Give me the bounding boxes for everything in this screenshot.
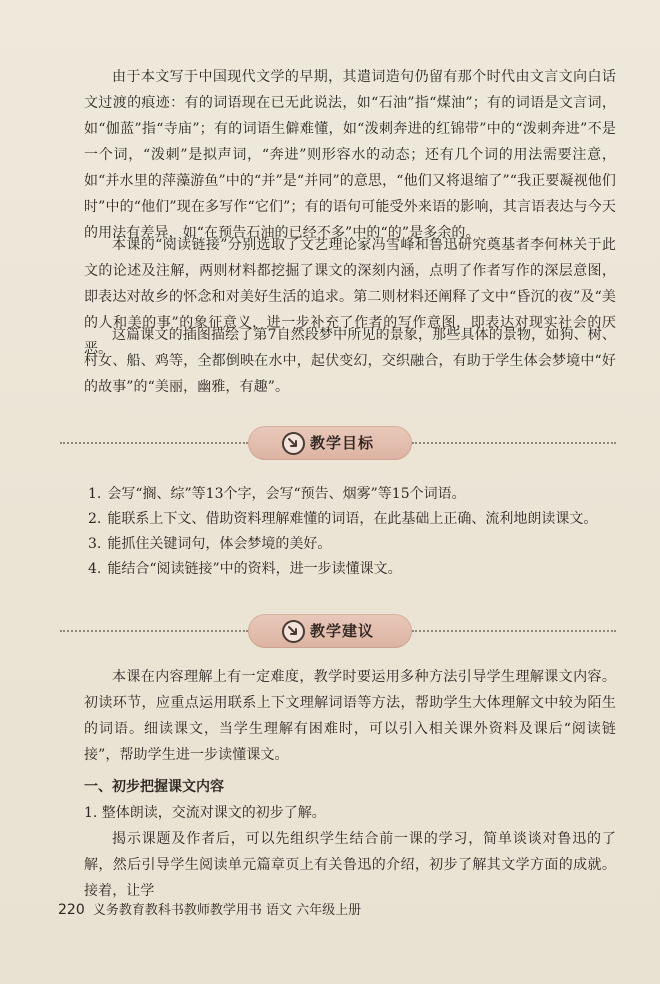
dotted-rule-right: [412, 442, 616, 444]
goals-list: [84, 482, 616, 582]
section-header-goals: [60, 426, 616, 460]
section-pill-goals: [248, 426, 412, 460]
subheading-part-one: 一、初步把握课文内容: [84, 779, 224, 795]
page-footer: [58, 900, 361, 921]
goal-item: 1. 会写“搁、综”等13个字，会写“预告、烟雾”等15个词语。: [88, 486, 466, 502]
book-title: 义务教育教科书教师教学用书 语文 六年级上册: [92, 903, 362, 918]
circle-arrow-icon: [282, 432, 305, 455]
subheading-step-one: 1. 整体朗读，交流对课文的初步了解。: [84, 805, 326, 821]
goal-item: 4. 能结合“阅读链接”中的资料，进一步读懂课文。: [88, 561, 402, 577]
section-title-goals: 教学目标: [310, 434, 375, 452]
section-title-advice: 教学建议: [310, 622, 375, 640]
page-number: 220: [58, 902, 85, 918]
section-pill-advice: [248, 614, 412, 648]
step-one-paragraph: 揭示课题及作者后，可以先组织学生结合前一课的学习，简单谈谈对鲁迅的了解，然后引导学生阅读单元篇章页上有关鲁迅的介绍，初步了解其文学方面的成就。接着，让学: [84, 831, 616, 899]
goal-item: 2. 能联系上下文、借助资料理解难懂的词语，在此基础上正确、流利地朗读课文。: [88, 511, 598, 527]
dotted-rule-right: [412, 630, 616, 632]
circle-arrow-icon: [282, 620, 305, 643]
dotted-rule-left: [60, 442, 248, 444]
intro-paragraph-language: 由于本文写于中国现代文学的早期，其遣词造句仍留有那个时代由文言文向白话文过渡的痕迹：有的词语现在已无此说法，如“石油”指“煤油”；有的词语是文言词，如“伽蓝”指“寺庙”；有的词语生僻难懂，如“泼刺奔进的红锦带”中的“泼刺奔进”不是一个词，“泼刺”是拟声词，“奔进”则形容水的动态；还有几个词的用法需要注意，如“并水里的萍藻游鱼”中的“并”是“并同”的意思，“他们又将退缩了”“我正要凝视他们时”中的“他们”现在多写作“它们”；有的语句可能受外来语的影响，其言语表达与今天的用法有差异，如“在预告石油的已经不多”中的“的”是多余的。: [84, 69, 616, 241]
intro-paragraph-illustration: 这篇课文的插图描绘了第7自然段梦中所见的景象，那些具体的景物，如狗、树、村女、船、鸡等，全都倒映在水中，起伏变幻，交织融合，有助于学生体会梦境中“好的故事”的“美丽，幽雅，有趣”。: [84, 327, 616, 395]
goal-item: 3. 能抓住关键词句，体会梦境的美好。: [88, 536, 332, 552]
dotted-rule-left: [60, 630, 248, 632]
advice-paragraph: 本课在内容理解上有一定难度，教学时要运用多种方法引导学生理解课文内容。初读环节，应重点运用联系上下文理解词语等方法，帮助学生大体理解文中较为陌生的词语。细读课文，当学生理解有困难时，可以引入相关课外资料及课后“阅读链接”，帮助学生进一步读懂课文。: [84, 669, 616, 763]
intro-paragraph-reading-link: 本课的“阅读链接”分别选取了文艺理论家冯雪峰和鲁迅研究奠基者李何林关于此文的论述及注解，两则材料都挖掘了课文的深刻内涵，点明了作者写作的深层意图，即表达对故乡的怀念和对美好生活的追求。第二则材料还阐释了文中“昏沉的夜”及“美的人和美的事”的象征意义，进一步补充了作者的写作意图，即表达对现实社会的厌恶。: [84, 237, 616, 357]
section-header-advice: [60, 614, 616, 648]
